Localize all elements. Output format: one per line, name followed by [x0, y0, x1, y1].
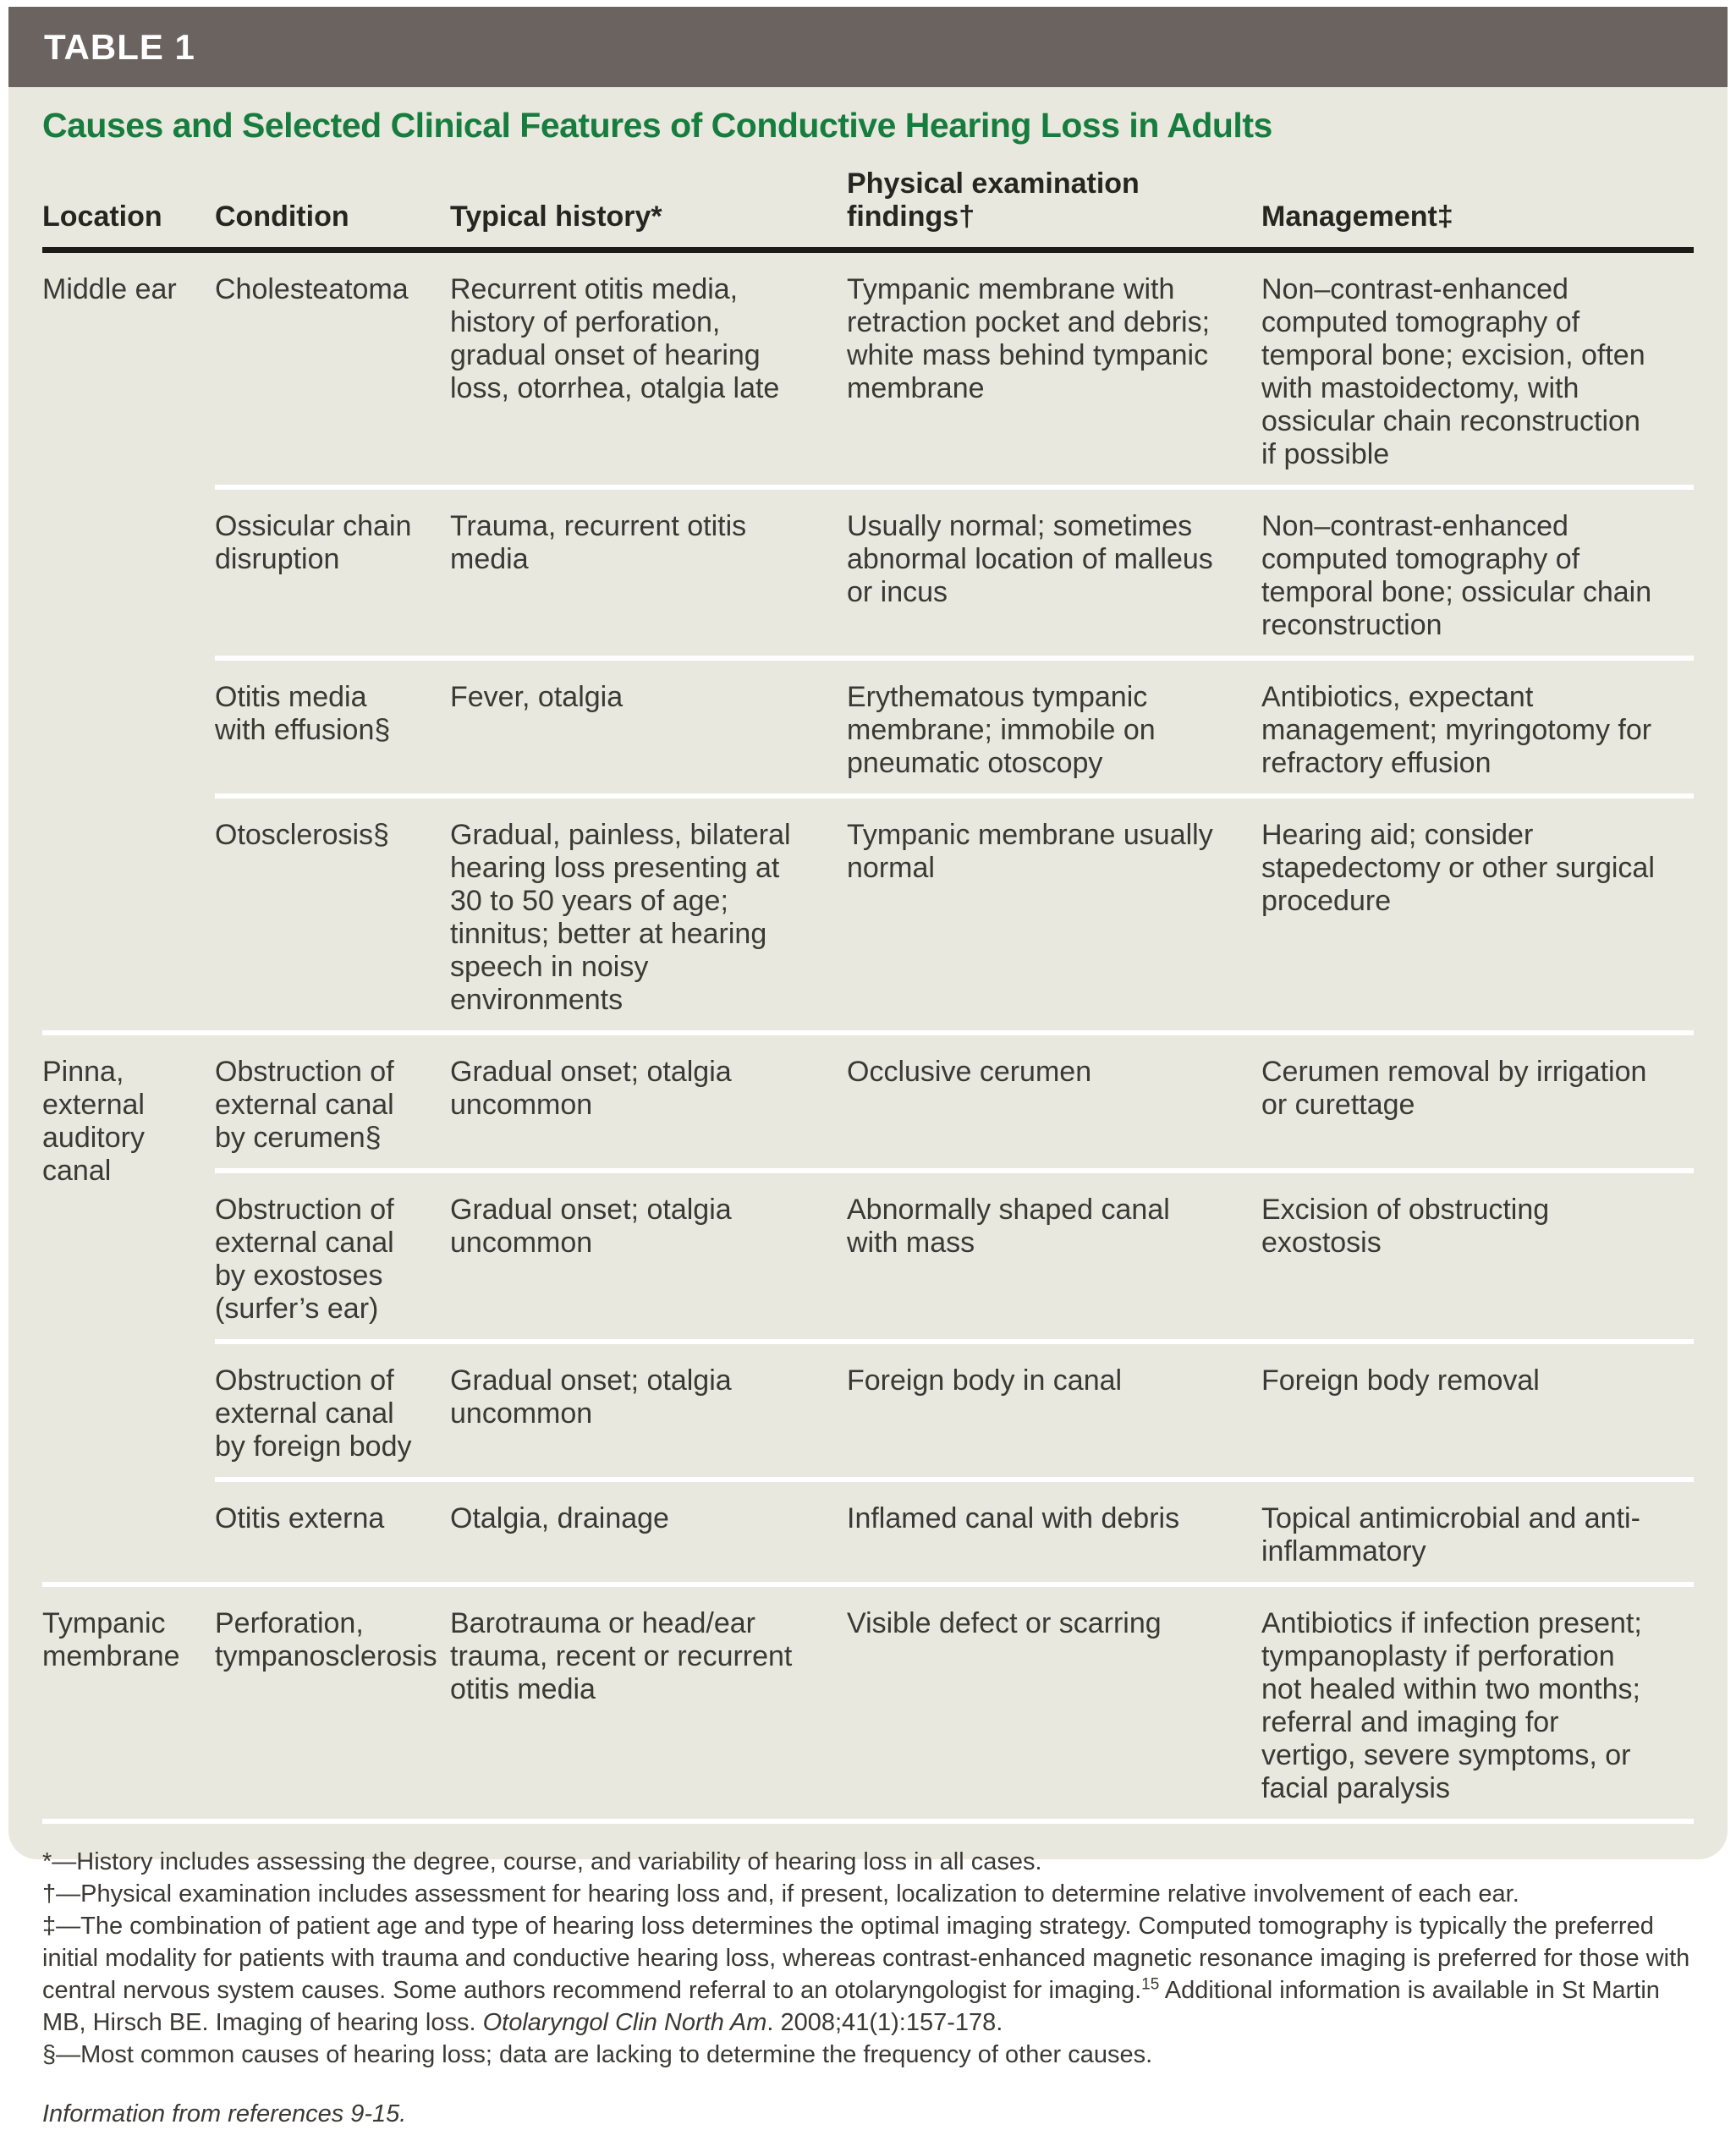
cell-findings: Tympanic membrane usually normal: [847, 796, 1261, 1033]
table-number: TABLE 1: [44, 26, 195, 67]
table-row: [42, 487, 1694, 658]
cell-history: Otalgia, drainage: [450, 1479, 847, 1584]
cell-management: Antibiotics, expectant management; myringotomy for refractory effusion: [1261, 658, 1694, 796]
table-row: [42, 250, 1694, 488]
cell-findings: Foreign body in canal: [847, 1342, 1261, 1479]
footnote-text: ‡—The combination of patient age and type of hearing loss determines the optimal imaging strategy. Computed tomography is typically the preferred initial modality for patients with trauma and conductive hearing loss, whereas contrast-enhanced magnetic resonance imaging is preferred for those with central nervous system causes. Some authors recommend referral to an otolaryngologist for imaging.: [42, 1913, 1690, 2004]
footnotes: [42, 1846, 1694, 2130]
cell-history: Gradual onset; otalgia uncommon: [450, 1171, 847, 1342]
cell-findings: Tympanic membrane with retraction pocket and debris; white mass behind tympanic membrane: [847, 273, 1211, 404]
cell-history: Fever, otalgia: [450, 658, 847, 796]
cell-management: Topical antimicrobial and anti-inflammatory: [1261, 1479, 1694, 1584]
footnote-section: §—Most common causes of hearing loss; data are lacking to determine the frequency of other causes.: [42, 2041, 1153, 2068]
table-card: [8, 7, 1728, 2127]
cell-findings: Abnormally shaped canal with mass: [847, 1171, 1261, 1342]
cell-management: Foreign body removal: [1261, 1342, 1694, 1479]
cell-condition: Otosclerosis§: [215, 796, 450, 1033]
footnote-text: . 2008;41(1):157-178.: [766, 2009, 1003, 2036]
table-row: [42, 658, 1694, 796]
table-content: [8, 106, 1728, 2130]
cell-management: Excision of obstructing exostosis: [1261, 1171, 1694, 1342]
table-titlebar: [8, 7, 1728, 87]
cell-findings: Occlusive cerumen: [847, 1033, 1261, 1171]
reference-superscript: 15: [1141, 1975, 1160, 1994]
cell-condition: Cholesteatoma: [215, 273, 409, 305]
source-note: Information from references 9-15.: [42, 2100, 407, 2127]
col-header-condition: Condition: [215, 162, 450, 250]
cell-findings: Visible defect or scarring: [847, 1584, 1261, 1821]
table-row: [42, 1479, 1694, 1584]
col-header-management: Management‡: [1261, 162, 1694, 250]
footnote-text: Additional information is available in St Martin MB, Hirsch BE. Imaging of hearing loss.: [42, 1977, 1660, 2036]
cell-condition: Obstruction of external canal by foreign body: [215, 1342, 450, 1479]
cell-findings: Inflamed canal with debris: [847, 1479, 1261, 1584]
cell-management: Non–contrast-enhanced computed tomography of temporal bone; excision, often with mastoidectomy, with ossicular chain reconstruction if possible: [1261, 273, 1645, 470]
cell-history: Trauma, recurrent otitis media: [450, 487, 847, 658]
cell-history: Gradual onset; otalgia uncommon: [450, 1342, 847, 1479]
col-header-physical-findings: Physical examination findings†: [847, 162, 1261, 250]
cell-findings: Erythematous tympanic membrane; immobile on pneumatic otoscopy: [847, 658, 1261, 796]
journal-name: Otolaryngol Clin North Am: [482, 2009, 767, 2036]
clinical-table: [42, 162, 1694, 1824]
cell-history: Recurrent otitis media, history of perforation, gradual onset of hearing loss, otorrhea, otalgia late: [450, 273, 780, 404]
cell-location: Middle ear: [42, 273, 177, 305]
header-row: [42, 162, 1694, 250]
footnote-dagger: †—Physical examination includes assessment for hearing loss and, if present, localization to determine relative involvement of each ear.: [42, 1880, 1519, 1908]
table-title: Causes and Selected Clinical Features of Conductive Hearing Loss in Adults: [42, 106, 1272, 145]
cell-condition: Ossicular chain disruption: [215, 487, 450, 658]
table-row: [42, 796, 1694, 1033]
cell-management: Cerumen removal by irrigation or curettage: [1261, 1033, 1694, 1171]
col-header-location: Location: [42, 162, 215, 250]
cell-condition: Otitis media with effusion§: [215, 658, 450, 796]
cell-condition: Obstruction of external canal by cerumen§: [215, 1033, 450, 1171]
cell-management: Antibiotics if infection present; tympanoplasty if perforation not healed within two months; referral and imaging for vertigo, severe symptoms, or facial paralysis: [1261, 1584, 1694, 1821]
col-header-typical-history: Typical history*: [450, 162, 847, 250]
cell-history: Gradual onset; otalgia uncommon: [450, 1033, 847, 1171]
table-row: [42, 1584, 1694, 1821]
cell-location: Tympanic membrane: [42, 1584, 215, 1821]
cell-condition: Perforation, tympanosclerosis: [215, 1584, 450, 1821]
cell-condition: Otitis externa: [215, 1479, 450, 1584]
cell-findings: Usually normal; sometimes abnormal location of malleus or incus: [847, 487, 1261, 658]
table-row: [42, 1171, 1694, 1342]
cell-condition: Obstruction of external canal by exostoses (surfer’s ear): [215, 1171, 450, 1342]
cell-history: Gradual, painless, bilateral hearing loss presenting at 30 to 50 years of age; tinnitus; better at hearing speech in noisy environments: [450, 796, 847, 1033]
cell-management: Non–contrast-enhanced computed tomography of temporal bone; ossicular chain reconstruction: [1261, 487, 1694, 658]
cell-location: Pinna, external auditory canal: [42, 1033, 215, 1584]
footnote-star: *—History includes assessing the degree, course, and variability of hearing loss in all cases.: [42, 1848, 1042, 1875]
table-row: [42, 1342, 1694, 1479]
cell-history: Barotrauma or head/ear trauma, recent or recurrent otitis media: [450, 1584, 847, 1821]
table-row: [42, 1033, 1694, 1171]
cell-management: Hearing aid; consider stapedectomy or other surgical procedure: [1261, 796, 1694, 1033]
footnote-double-dagger: [42, 1910, 1694, 2039]
